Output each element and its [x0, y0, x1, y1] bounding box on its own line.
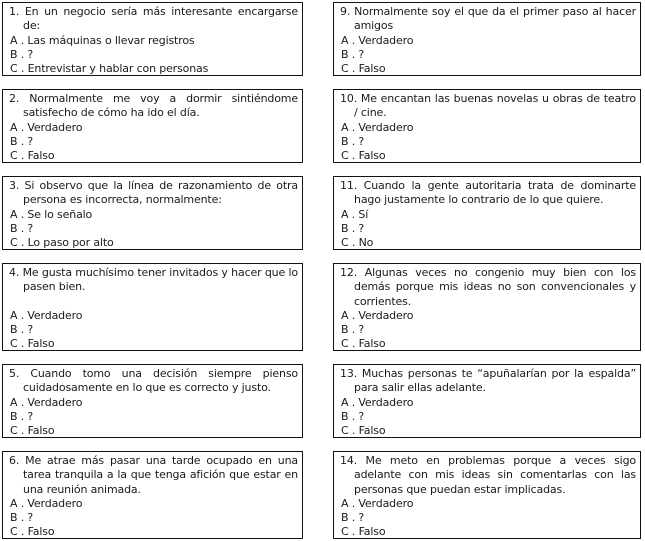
question-text: 2. Normalmente me voy a dormir sintiéndome satisfecho de cómo ha ido el día. [9, 92, 298, 120]
option-b[interactable]: B . ? [341, 409, 365, 423]
option-b[interactable]: B . ? [341, 134, 365, 148]
option-c[interactable]: C . Falso [10, 337, 55, 351]
question-text: 12. Algunas veces no congenio muy bien con los demás porque mis ideas no son convencionales y corrientes. [340, 266, 636, 308]
option-a[interactable]: A . Verdadero [341, 308, 414, 322]
option-b[interactable]: B . ? [10, 323, 34, 337]
question-box-4 [2, 263, 303, 351]
question-box-9 [333, 2, 641, 76]
question-text: 5. Cuando tomo una decisión siempre pienso cuidadosamente en lo que es correcto y justo. [9, 367, 298, 395]
question-text: 14. Me meto en problemas porque a veces sigo adelante con mis ideas sin comentarlas con las personas que puedan estar implicadas. [340, 454, 636, 496]
question-text: 9. Normalmente soy el que da el primer paso al hacer amigos [340, 5, 636, 33]
question-box-14 [333, 451, 641, 539]
option-a[interactable]: A . Se lo señalo [10, 207, 93, 221]
question-box-3 [2, 176, 303, 250]
option-c[interactable]: C . Entrevistar y hablar con personas [10, 62, 209, 76]
option-c[interactable]: C . Falso [10, 149, 55, 163]
question-box-6 [2, 451, 303, 539]
question-box-10 [333, 89, 641, 163]
question-box-12 [333, 263, 641, 351]
option-c[interactable]: C . Falso [10, 424, 55, 438]
question-box-5 [2, 364, 303, 438]
option-c[interactable]: C . Falso [10, 525, 55, 539]
question-text: 11. Cuando la gente autoritaria trata de dominarte hago justamente lo contrario de lo que quiere. [340, 179, 636, 207]
option-c[interactable]: C . Lo paso por alto [10, 236, 114, 250]
option-b[interactable]: B . ? [341, 323, 365, 337]
option-b[interactable]: B . ? [10, 134, 34, 148]
option-b[interactable]: B . ? [10, 409, 34, 423]
option-c[interactable]: C . Falso [341, 337, 386, 351]
question-box-13 [333, 364, 641, 438]
option-b[interactable]: B . ? [341, 511, 365, 525]
option-a[interactable]: A . Las máquinas o llevar registros [10, 33, 195, 47]
option-c[interactable]: C . Falso [341, 525, 386, 539]
option-c[interactable]: C . Falso [341, 149, 386, 163]
question-text: 4. Me gusta muchísimo tener invitados y hacer que lo pasen bien. [9, 266, 298, 294]
question-text: 6. Me atrae más pasar una tarde ocupado en una tarea tranquila a la que tenga afición que estar en una reunión animada. [9, 454, 298, 496]
option-a[interactable]: A . Verdadero [10, 496, 83, 510]
option-a[interactable]: A . Verdadero [10, 120, 83, 134]
question-text: 10. Me encantan las buenas novelas u obras de teatro / cine. [340, 92, 636, 120]
question-box-1 [2, 2, 303, 76]
question-text: 3. Si observo que la línea de razonamiento de otra persona es incorrecta, normalmente: [9, 179, 298, 207]
question-box-2 [2, 89, 303, 163]
option-b[interactable]: B . ? [10, 47, 34, 61]
option-c[interactable]: C . Falso [341, 62, 386, 76]
option-c[interactable]: C . No [341, 236, 374, 250]
question-text: 1. En un negocio sería más interesante encargarse de: [9, 5, 298, 33]
question-box-11 [333, 176, 641, 250]
option-a[interactable]: A . Verdadero [10, 395, 83, 409]
option-a[interactable]: A . Verdadero [341, 496, 414, 510]
option-a[interactable]: A . Verdadero [341, 120, 414, 134]
option-b[interactable]: B . ? [10, 221, 34, 235]
option-a[interactable]: A . Verdadero [341, 33, 414, 47]
option-b[interactable]: B . ? [341, 47, 365, 61]
option-a[interactable]: A . Verdadero [10, 308, 83, 322]
option-b[interactable]: B . ? [341, 221, 365, 235]
question-text: 13. Muchas personas te “apuñalarían por la espalda” para salir ellas adelante. [340, 367, 636, 395]
option-b[interactable]: B . ? [10, 511, 34, 525]
option-a[interactable]: A . Sí [341, 207, 369, 221]
option-c[interactable]: C . Falso [341, 424, 386, 438]
option-a[interactable]: A . Verdadero [341, 395, 414, 409]
